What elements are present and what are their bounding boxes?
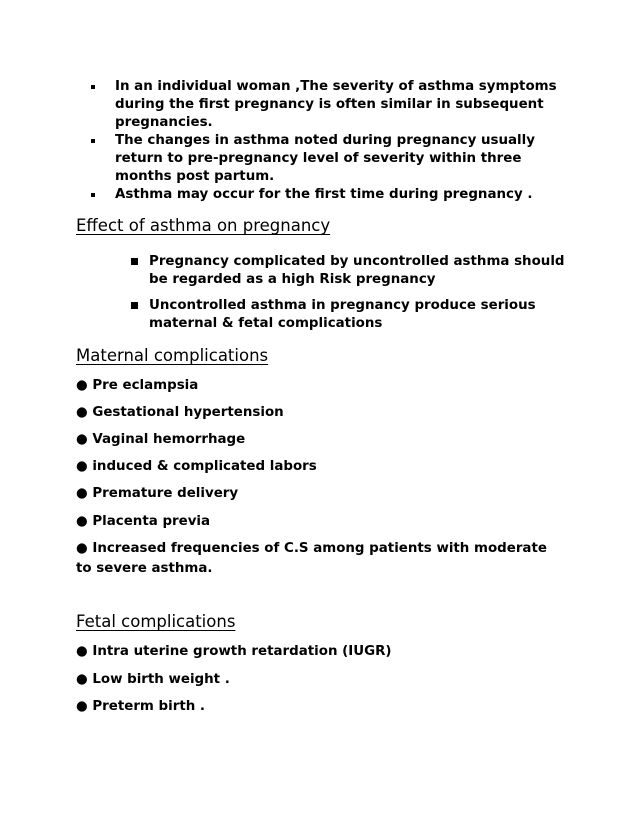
square-bullet-icon	[131, 302, 138, 309]
maternal-heading: Maternal complications	[76, 346, 269, 365]
fetal-item: ● Low birth weight .	[76, 672, 230, 687]
square-bullet-icon	[91, 85, 95, 89]
maternal-item: ● Pre eclampsia	[76, 378, 199, 393]
list-item-text: Uncontrolled asthma in pregnancy produce serious maternal & fetal complications	[149, 298, 536, 331]
list-item	[91, 78, 571, 132]
list-item	[91, 132, 571, 186]
square-bullet-icon	[131, 258, 138, 265]
square-bullet-icon	[91, 193, 95, 197]
fetal-item: ● Preterm birth .	[76, 699, 206, 714]
maternal-item: ● Gestational hypertension	[76, 405, 284, 420]
list-item-text: The changes in asthma noted during pregnancy usually return to pre-pregnancy level of severity within three months post partum.	[115, 133, 535, 184]
list-item-text: Asthma may occur for the first time during pregnancy .	[115, 187, 533, 202]
effect-heading: Effect of asthma on pregnancy	[76, 216, 331, 235]
list-item	[131, 253, 571, 289]
maternal-item: ● Placenta previa	[76, 514, 211, 529]
maternal-item: ● Increased frequencies of C.S among patients with moderate to severe asthma.	[76, 541, 547, 576]
fetal-heading: Fetal complications	[76, 612, 236, 631]
square-bullet-icon	[91, 139, 95, 143]
maternal-item: ● induced & complicated labors	[76, 459, 317, 474]
list-item	[131, 297, 571, 333]
maternal-item: ● Premature delivery	[76, 486, 239, 501]
list-item	[91, 186, 571, 204]
maternal-item: ● Vaginal hemorrhage	[76, 432, 246, 447]
list-item-text: In an individual woman ,The severity of asthma symptoms during the first pregnancy is often similar in subsequent pregnancies.	[115, 79, 557, 130]
list-item-text: Pregnancy complicated by uncontrolled asthma should be regarded as a high Risk pregnancy	[149, 254, 565, 287]
intro-bullet-list	[91, 78, 571, 204]
fetal-item: ● Intra uterine growth retardation (IUGR)	[76, 644, 392, 659]
effect-bullet-list	[131, 253, 571, 341]
